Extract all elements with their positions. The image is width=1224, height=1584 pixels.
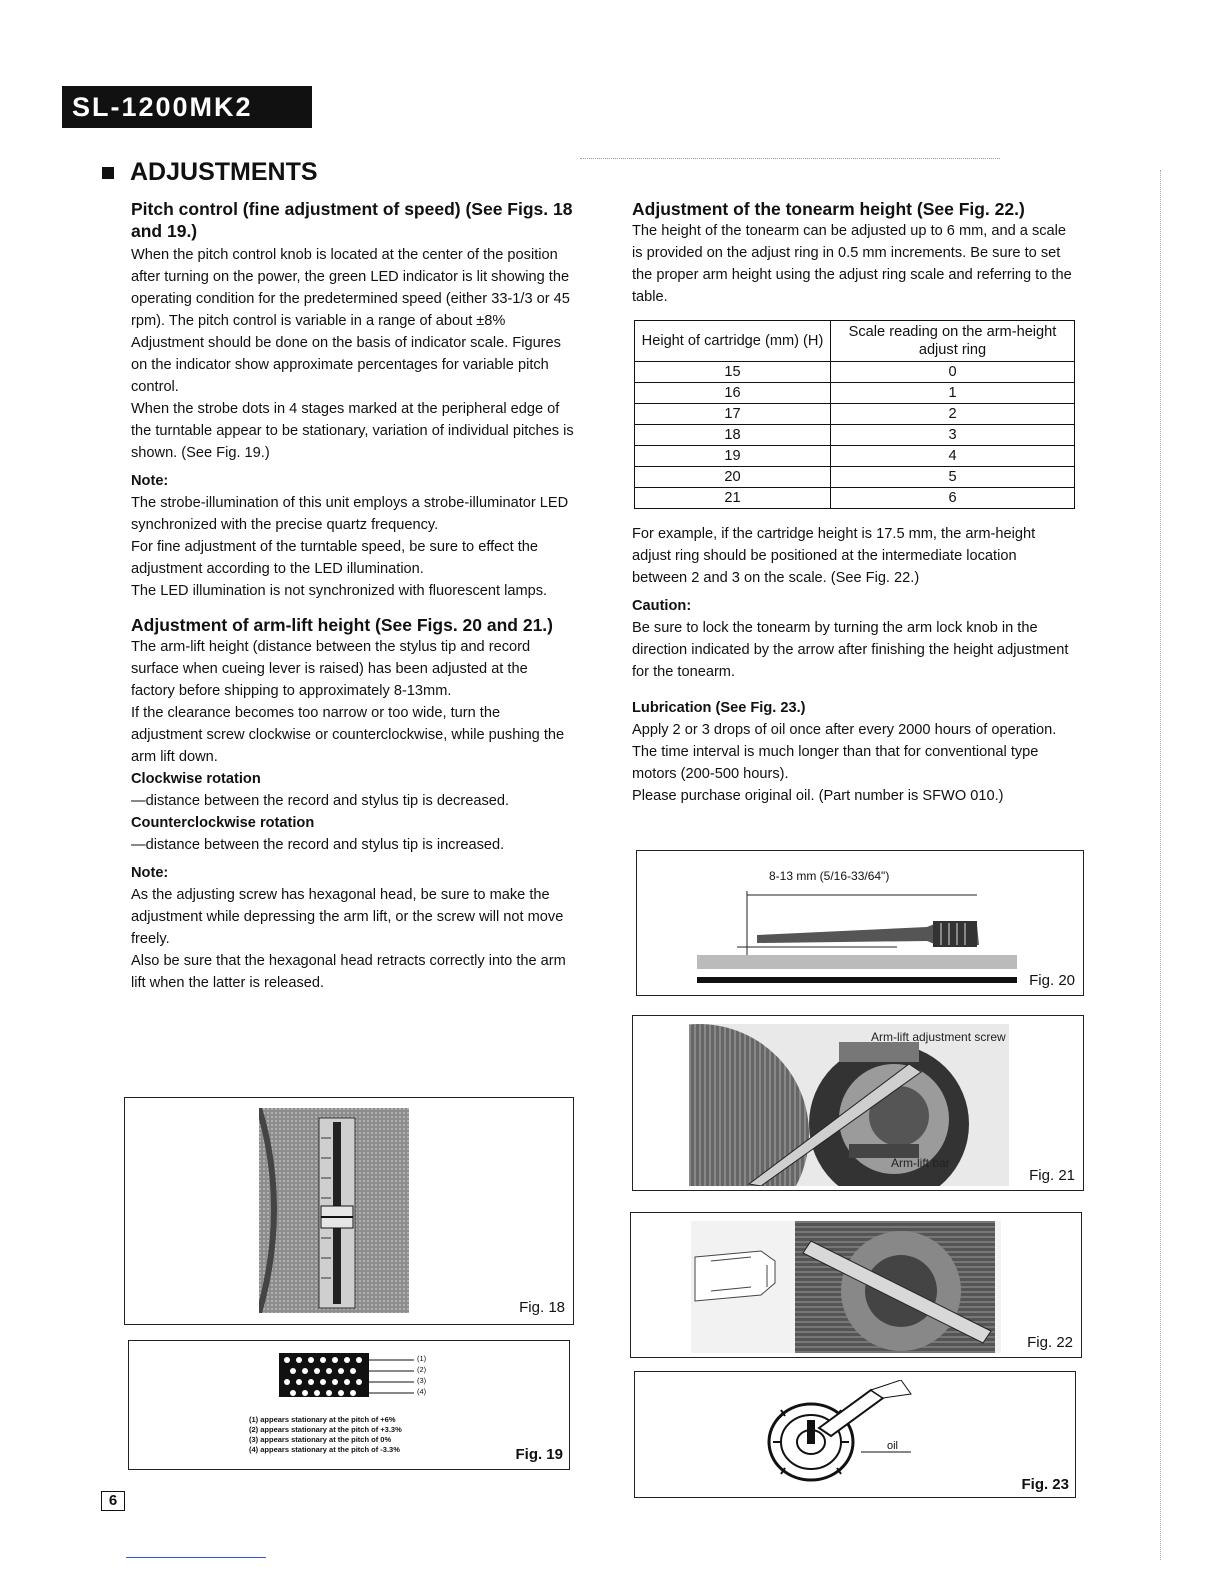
figure-19-label: Fig. 19 (515, 1446, 563, 1463)
caution-label: Caution: (632, 598, 692, 614)
table-cell: 17 (635, 404, 831, 425)
table-cell: 19 (635, 446, 831, 467)
note-1-paragraph-2: For fine adjustment of the turntable speed, be sure to effect the adjustment according to the LED illumination. (131, 539, 538, 577)
clockwise-text: —distance between the record and stylus tip is decreased. (131, 793, 510, 809)
figure-22-label: Fig. 22 (1027, 1334, 1073, 1351)
table-cell: 1 (831, 383, 1075, 404)
figure-20 (636, 850, 1084, 996)
arm-lift-height-diagram (697, 887, 1017, 987)
example-paragraph: For example, if the cartridge height is 17.5 mm, the arm-height adjust ring should be positioned at the intermediate location between 2 and 3 on the scale. (See Fig. 22.) (632, 526, 1036, 586)
caution-paragraph: Be sure to lock the tonearm by turning the arm lock knob in the direction indicated by the arrow after finishing the height adjustment for the tonearm. (632, 620, 1069, 680)
table-cell: 0 (831, 362, 1075, 383)
arm-lift-bar-callout: Arm-lift bar (891, 1156, 950, 1170)
table-cell: 3 (831, 425, 1075, 446)
figure-23-label: Fig. 23 (1021, 1476, 1069, 1493)
legend-line: (1) appears stationary at the pitch of +6% (249, 1415, 396, 1424)
tonearm-paragraph: The height of the tonearm can be adjusted up to 6 mm, and a scale is provided on the adjust ring in 0.5 mm increments. Be sure to set the proper arm height using the adjust ring scale and referring to the table. (632, 223, 1072, 305)
table-row (635, 362, 1075, 383)
figure-20-label: Fig. 20 (1029, 972, 1075, 989)
note-2-paragraph-1: As the adjusting screw has hexagonal head, be sure to make the adjustment while depressing the arm lift, or the screw will not move freely. (131, 887, 564, 947)
note-2-paragraph-2: Also be sure that the hexagonal head retracts correctly into the arm lift when the latter is released. (131, 953, 566, 991)
note-1-paragraph-1: The strobe-illumination of this unit employs a strobe-illuminator LED synchronized with the precise quartz frequency. (131, 495, 569, 533)
table-cell: 15 (635, 362, 831, 383)
strobe-dots-diagram (279, 1353, 439, 1403)
arm-lift-heading: Adjustment of arm-lift height (See Figs. 20 and 21.) (131, 615, 553, 635)
section-title (102, 158, 318, 187)
note-label-2: Note: (131, 865, 169, 881)
note-label-1: Note: (131, 473, 169, 489)
arm-lift-paragraph-1: The arm-lift height (distance between the stylus tip and record surface when cueing lever is raised) has been adjusted at the factory before shipping to approximately 8-13mm. (131, 639, 531, 699)
table-row (635, 404, 1075, 425)
marker-4: (4) (417, 1387, 427, 1396)
table-header-row (635, 321, 1075, 362)
figure-22 (630, 1212, 1082, 1358)
strobe-legend (249, 1415, 402, 1455)
pitch-paragraph-2: Adjustment should be done on the basis of indicator scale. Figures on the indicator show approximate percentages for variable pitch control. (131, 335, 561, 395)
table-cell: 16 (635, 383, 831, 404)
legend-line: (4) appears stationary at the pitch of -3.3% (249, 1445, 400, 1454)
pitch-paragraph-1: When the pitch control knob is located at the center of the position after turning on the power, the green LED indicator is lit showing the operating condition for the predetermined speed (either 33-1/3 or 45 rpm). The pitch control is variable in a range of about ±8% (131, 247, 570, 329)
arm-lift-dimension: 8-13 mm (5/16-33/64") (769, 869, 890, 883)
legend-line: (3) appears stationary at the pitch of 0% (249, 1435, 392, 1444)
table-cell: 21 (635, 488, 831, 509)
bullet-square-icon (102, 167, 114, 179)
table-header-cell: Height of cartridge (mm) (H) (635, 321, 831, 362)
table-row (635, 467, 1075, 488)
pitch-control-heading: Pitch control (fine adjustment of speed) (See Figs. 18 and 19.) (131, 199, 573, 241)
page-number: 6 (101, 1491, 125, 1511)
marker-1: (1) (417, 1354, 427, 1363)
lubrication-diagram (761, 1380, 941, 1490)
table-row (635, 446, 1075, 467)
arm-lift-paragraph-2: If the clearance becomes too narrow or too wide, turn the adjustment screw clockwise or counterclockwise, while pushing the arm lift down. (131, 705, 565, 765)
table-cell: 18 (635, 425, 831, 446)
table-row (635, 425, 1075, 446)
left-column (131, 198, 575, 994)
marker-2: (2) (417, 1365, 427, 1374)
pitch-paragraph-3: When the strobe dots in 4 stages marked at the peripheral edge of the turntable appear to be stationary, variation of individual pitches is shown. (See Fig. 19.) (131, 401, 574, 461)
pitch-slider-photo (259, 1108, 409, 1313)
lubrication-paragraph-3: Please purchase original oil. (Part number is SFWO 010.) (632, 788, 1004, 804)
table-cell: 5 (831, 467, 1075, 488)
legend-line: (2) appears stationary at the pitch of +3.3% (249, 1425, 402, 1434)
table-row (635, 488, 1075, 509)
figure-23 (634, 1371, 1076, 1498)
clockwise-label: Clockwise rotation (131, 771, 261, 787)
marker-3: (3) (417, 1376, 427, 1385)
figure-18 (124, 1097, 574, 1325)
counterclockwise-label: Counterclockwise rotation (131, 815, 315, 831)
figure-19 (128, 1340, 570, 1470)
lubrication-paragraph-1: Apply 2 or 3 drops of oil once after every 2000 hours of operation. (632, 722, 1057, 738)
figure-21 (632, 1015, 1084, 1191)
note-1-paragraph-3: The LED illumination is not synchronized with fluorescent lamps. (131, 583, 548, 599)
table-header-cell: Scale reading on the arm-height adjust ring (831, 321, 1075, 362)
strobe-markers (417, 1353, 426, 1397)
footer-rule (126, 1557, 266, 1558)
lubrication-paragraph-2: The time interval is much longer than that for conventional type motors (200-500 hours). (632, 744, 1039, 782)
right-column (632, 198, 1074, 807)
figure-21-label: Fig. 21 (1029, 1167, 1075, 1184)
tonearm-height-heading: Adjustment of the tonearm height (See Fig. 22.) (632, 199, 1025, 219)
arm-lift-photo (689, 1024, 1009, 1186)
oil-callout: oil (887, 1440, 899, 1452)
table-cell: 4 (831, 446, 1075, 467)
table-cell: 2 (831, 404, 1075, 425)
scan-artifact-line (580, 158, 1000, 159)
tonearm-height-photo (691, 1221, 1001, 1353)
scan-edge-line (1160, 170, 1161, 1560)
table-cell: 6 (831, 488, 1075, 509)
table-cell: 20 (635, 467, 831, 488)
section-title-text: ADJUSTMENTS (130, 158, 318, 186)
model-badge: SL-1200MK2 (62, 86, 312, 128)
figure-18-label: Fig. 18 (519, 1299, 565, 1316)
table-row (635, 383, 1075, 404)
counterclockwise-text: —distance between the record and stylus tip is increased. (131, 837, 505, 853)
lubrication-heading: Lubrication (See Fig. 23.) (632, 700, 806, 716)
adjustment-screw-callout: Arm-lift adjustment screw (871, 1030, 1006, 1044)
cartridge-height-table (634, 320, 1075, 509)
